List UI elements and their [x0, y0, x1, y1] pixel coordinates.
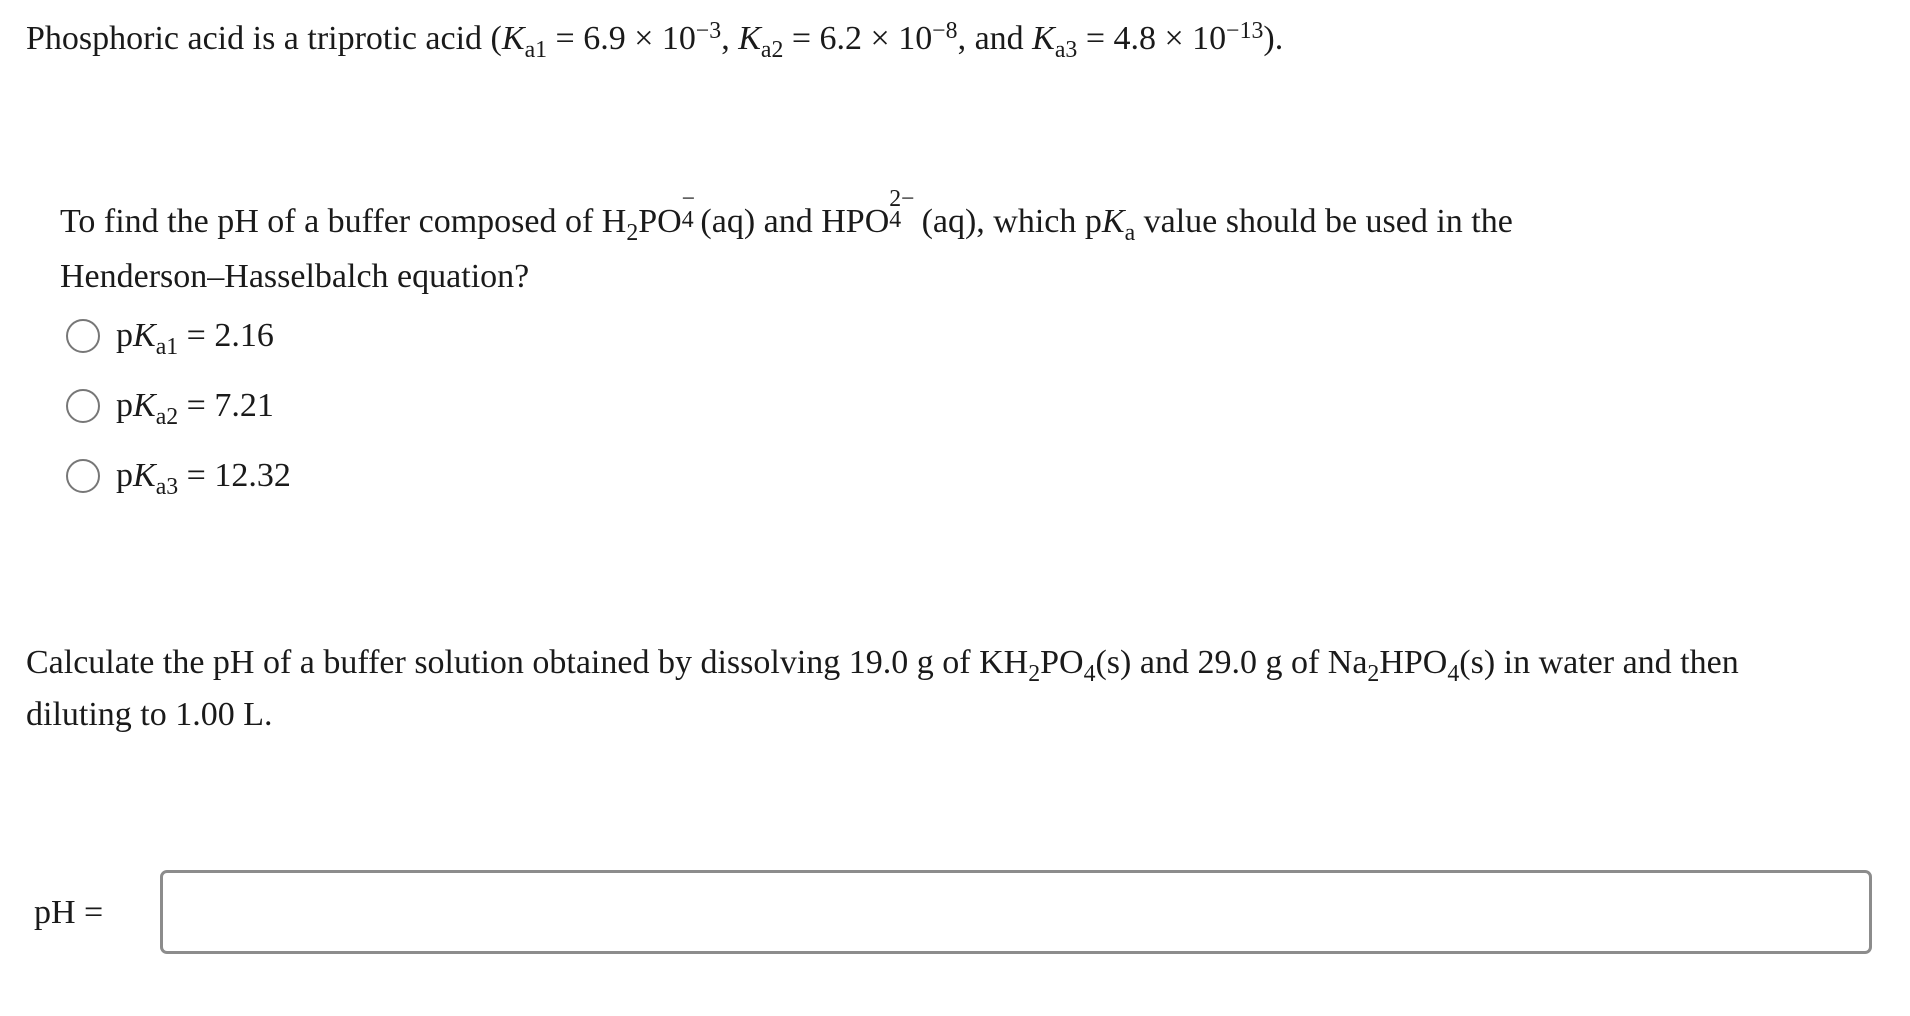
radio-pka2[interactable] [66, 389, 100, 423]
option-pka3[interactable] [66, 456, 291, 500]
ph-answer-label: pH = [34, 894, 104, 931]
question-1-line-1: To find the pH of a buffer composed of $H_2PO$ − 4 (aq) and HPO 2− 4 (aq), which $pK_a$ value should be used in the [60, 186, 1513, 246]
question-2-line-1: Calculate the pH of a buffer solution obtained by dissolving 19.0 g of $KH_2PO_4(s)$ and 29.0 g of $Na_2HPO_4(s)$ in water and then [26, 644, 1739, 687]
option-pka2[interactable] [66, 386, 274, 430]
option-pka1-label: $pK_{a1} = 2.16$ [116, 317, 274, 360]
radio-pka3[interactable] [66, 459, 100, 493]
radio-pka1[interactable] [66, 319, 100, 353]
ph-answer-input[interactable] [160, 870, 1872, 954]
question-1-line-2: Henderson–Hasselbalch equation? [60, 258, 530, 295]
hpo4-charge-stack: 2− 4 [889, 186, 915, 233]
problem-intro: Phosphoric acid is a triprotic acid ($K_{a1} = 6.9 \times 10^{-3}$, $K_{a2} = 6.2 \times 10^{-8}$, and $K_{a3} = 4.8 \times 10^{-13}$). [26, 18, 1284, 63]
question-2-line-2: diluting to 1.00 L. [26, 696, 273, 733]
option-pka1[interactable] [66, 316, 274, 360]
option-pka3-label: $pK_{a3} = 12.32$ [116, 457, 291, 500]
option-pka2-label: $pK_{a2} = 7.21$ [116, 387, 274, 430]
h2po4-charge-stack: − 4 [681, 186, 696, 233]
